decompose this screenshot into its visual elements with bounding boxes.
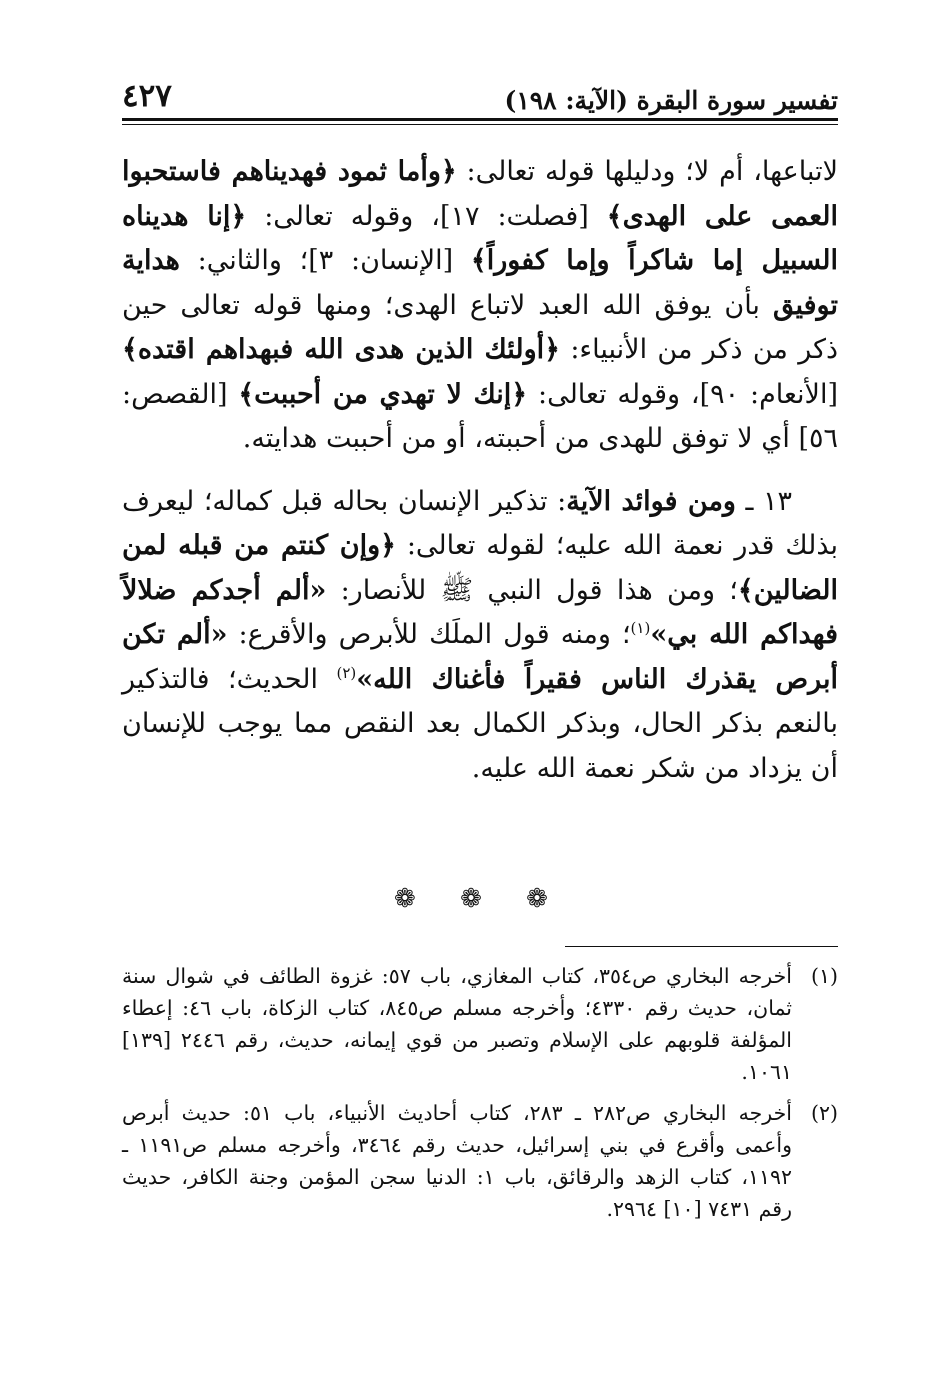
emphasis-text: ﴿وإن كنتم من قبله لمن الضالين﴾: [122, 530, 838, 606]
running-header: [122, 78, 838, 118]
footnote-number: (١): [810, 964, 838, 988]
header-rule-thick: [122, 118, 838, 121]
body-text: ١٣ ـ: [735, 485, 793, 517]
emphasis-text: «ألم أجدكم ضلالاً فهداكم الله بي»: [122, 574, 839, 650]
body-text: [القصص: ٥٦] أي لا توفق للهدى من أحببته، أو من أحببت هدايته.: [122, 378, 838, 454]
header-rule-thin: [122, 124, 838, 125]
body-text: ؛ ومن هذا قول النبي ﷺ للأنصار:: [326, 574, 738, 606]
paragraph-2: [122, 480, 838, 792]
footnote-number: (٢): [810, 1101, 838, 1125]
emphasis-text: هداية توفيق: [122, 245, 838, 321]
emphasis-text: ﴿إنا هديناه السبيل إما شاكراً وإما كفوراً﴾: [122, 200, 839, 276]
emphasis-text: ﴿وأما ثمود فهديناهم فاستحبوا العمى على الهدى﴾: [122, 156, 838, 232]
emphasis-text: «ألم تكن أبرص يقذرك الناس فقيراً فأغناك الله»: [122, 619, 839, 695]
footnotes: [122, 960, 838, 1234]
footnote-2: [122, 1097, 838, 1225]
paragraph-1: [122, 150, 838, 462]
emphasis-text: ومن فوائد الآية: [566, 485, 736, 517]
body-text: : تذكير الإنسان بحاله قبل كماله؛ ليعرف بذلك قدر نعمة الله عليه؛ لقوله تعالى:: [122, 485, 839, 561]
body-text: بأن يوفق الله العبد لاتباع الهدى؛ ومنها قوله تعالى حين ذكر من ذكر من الأنبياء:: [122, 289, 838, 365]
page-number: ٤٢٧: [122, 78, 172, 114]
body-text: [فصلت: ١٧]، وقوله تعالى:: [246, 200, 607, 232]
footnote-1: [122, 960, 838, 1088]
footnote-text: أخرجه البخاري ص٢٨٢ ـ ٢٨٣، كتاب أحاديث الأنبياء، باب ٥١: حديث أبرص وأعمى وأقرع في بني إسرائيل، حديث رقم ٣٤٦٤، وأخرجه مسلم ص١١٩١ ـ ١١٩٢، كتاب الزهد والرقائق، باب ١: الدنيا سجن المؤمن وجنة الكافر، حديث رقم ٧٤٣١ [١٠] ٢٩٦٤.: [122, 1101, 792, 1221]
body-text: لاتباعها، أم لا؛ ودليلها قوله تعالى:: [456, 156, 838, 187]
main-text: [122, 150, 838, 791]
section-separator-stars: ❁ ❁ ❁: [394, 884, 566, 914]
footnote-text: أخرجه البخاري ص٣٥٤، كتاب المغازي، باب ٥٧: غزوة الطائف في شوال سنة ثمان، حديث رقم ٤٣٣٠؛ وأخرجه مسلم ص٨٤٥، كتاب الزكاة، باب ٤٦: إعطاء المؤلفة قلوبهم على الإسلام وتصبر من قوي إيمانه، حديث، رقم ٢٤٤٦ [١٣٩] ١٠٦١.: [122, 964, 793, 1084]
body-text: ؛ ومنه قول الملَك للأبرص والأقرع:: [227, 619, 631, 650]
body-text: [الأنعام: ٩٠]، وقوله تعالى:: [527, 378, 838, 410]
body-text: الحديث؛ فالتذكير بالنعم بذكر الحال، وبذكر الكمال بعد النقص مما يوجب للإنسان أن يزداد من شكر نعمة الله عليه.: [122, 663, 838, 784]
body-text: [الإنسان: ٣]؛ والثاني:: [179, 245, 471, 276]
footnote-ref[interactable]: (٢): [336, 663, 357, 682]
footnote-ref[interactable]: (١): [630, 619, 651, 637]
running-title: تفسير سورة البقرة (الآية: ١٩٨): [504, 86, 838, 115]
footnote-separator: [565, 946, 838, 947]
emphasis-text: ﴿إنك لا تهدي من أحببت﴾: [238, 378, 528, 410]
emphasis-text: ﴿أولئك الذين هدى الله فبهداهم اقتده﴾: [122, 334, 560, 365]
